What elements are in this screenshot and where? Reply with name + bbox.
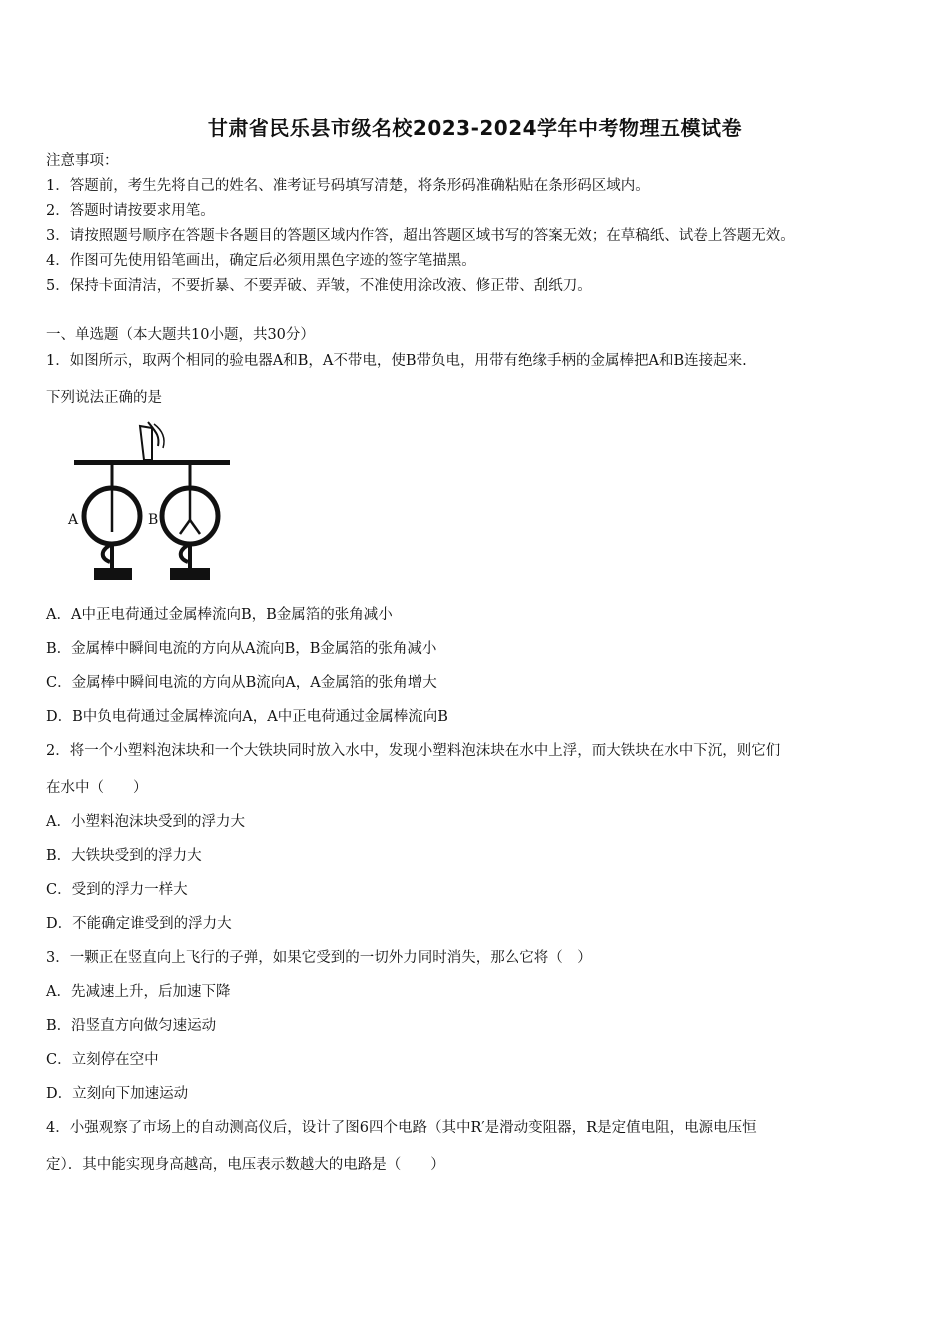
question-3-option-a: A．先减速上升，后加速下降 bbox=[46, 984, 231, 1000]
section-heading: 一、单选题（本大题共10小题，共30分） bbox=[46, 327, 315, 343]
question-1-stem-continued: 下列说法正确的是 bbox=[46, 390, 162, 406]
question-3-option-c: C．立刻停在空中 bbox=[46, 1052, 159, 1068]
question-2-stem: 2．将一个小塑料泡沫块和一个大铁块同时放入水中，发现小塑料泡沫块在水中上浮，而大铁块在水中下沉，则它们 bbox=[46, 743, 781, 759]
question-3-option-b: B．沿竖直方向做匀速运动 bbox=[46, 1018, 217, 1034]
notice-item: 5．保持卡面清洁，不要折暴、不要弄破、弄皱，不准使用涂改液、修正带、刮纸刀。 bbox=[46, 278, 592, 294]
label-b: B bbox=[148, 512, 159, 528]
question-1-option-a: A．A中正电荷通过金属棒流向B，B金属箔的张角减小 bbox=[46, 607, 393, 623]
notice-item: 3．请按照题号顺序在答题卡各题目的答题区域内作答，超出答题区域书写的答案无效；在草稿纸、试卷上答题无效。 bbox=[46, 228, 795, 244]
question-1-option-d: D．B中负电荷通过金属棒流向A，A中正电荷通过金属棒流向B bbox=[46, 709, 448, 725]
notice-item: 1．答题前，考生先将自己的姓名、准考证号码填写清楚，将条形码准确粘贴在条形码区域内。 bbox=[46, 178, 650, 194]
question-2-option-b: B．大铁块受到的浮力大 bbox=[46, 848, 202, 864]
question-3-option-d: D．立刻向下加速运动 bbox=[46, 1086, 189, 1102]
question-2-option-c: C．受到的浮力一样大 bbox=[46, 882, 188, 898]
electroscope-figure bbox=[60, 420, 240, 585]
question-1-option-b: B．金属棒中瞬间电流的方向从A流向B，B金属箔的张角减小 bbox=[46, 641, 437, 657]
question-2-option-d: D．不能确定谁受到的浮力大 bbox=[46, 916, 232, 932]
metal-rod bbox=[74, 460, 230, 465]
question-4-stem: 4．小强观察了市场上的自动测高仪后，设计了图6四个电路（其中R′是滑动变阻器，R是定值电阻，电源电压恒 bbox=[46, 1120, 757, 1136]
question-4-stem-continued: 定）．其中能实现身高越高，电压表示数越大的电路是（ ） bbox=[46, 1157, 445, 1173]
question-1-stem: 1．如图所示，取两个相同的验电器A和B，A不带电，使B带负电，用带有绝缘手柄的金属棒把A和B连接起来. bbox=[46, 353, 747, 369]
notice-item: 4．作图可先使用铅笔画出，确定后必须用黑色字迹的签字笔描黑。 bbox=[46, 253, 476, 269]
exam-title: 甘肃省民乐县市级名校2023-2024学年中考物理五模试卷 bbox=[207, 116, 743, 140]
insulated-handle bbox=[140, 426, 152, 460]
notice-heading: 注意事项： bbox=[46, 153, 119, 169]
electroscope-b bbox=[162, 465, 218, 580]
label-a: A bbox=[68, 512, 79, 528]
electroscope-a bbox=[84, 465, 140, 580]
question-2-stem-continued: 在水中（ ） bbox=[46, 780, 148, 796]
notice-item: 2．答题时请按要求用笔。 bbox=[46, 203, 215, 219]
question-2-option-a: A．小塑料泡沫块受到的浮力大 bbox=[46, 814, 245, 830]
question-3-stem: 3．一颗正在竖直向上飞行的子弹，如果它受到的一切外力同时消失，那么它将（ ） bbox=[46, 950, 592, 966]
question-1-option-c: C．金属棒中瞬间电流的方向从B流向A，A金属箔的张角增大 bbox=[46, 675, 437, 691]
